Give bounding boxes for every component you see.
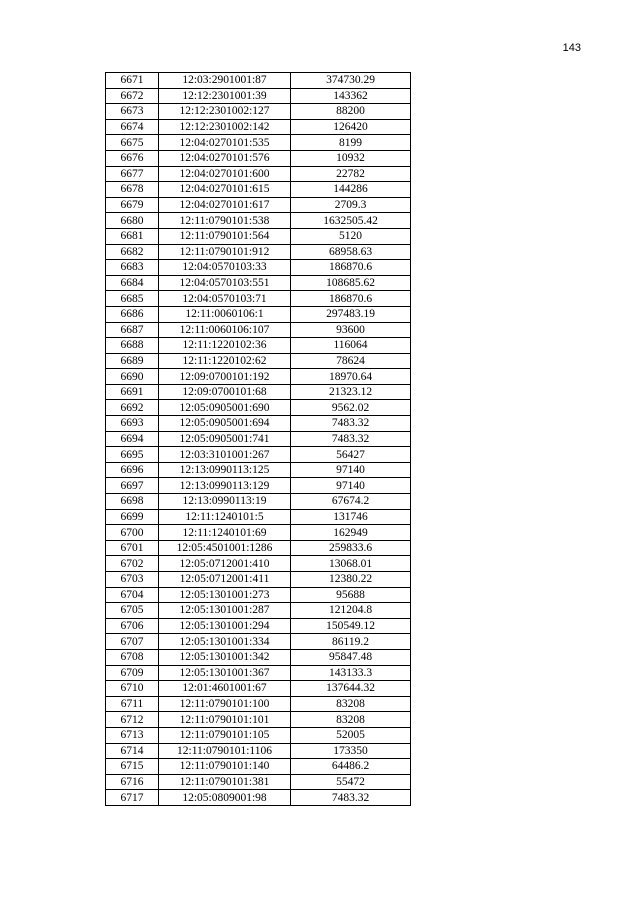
cadastral-number-cell: 12:05:1301001:334 — [159, 634, 291, 650]
row-index-cell: 6706 — [106, 618, 159, 634]
table-row — [106, 603, 411, 619]
cadastral-number-cell: 12:11:0790101:105 — [159, 727, 291, 743]
table-row — [106, 369, 411, 385]
value-cell: 13068.01 — [291, 556, 411, 572]
cadastral-number-cell: 12:11:0790101:1106 — [159, 743, 291, 759]
value-cell: 78624 — [291, 353, 411, 369]
table-row — [106, 400, 411, 416]
row-index-cell: 6717 — [106, 790, 159, 806]
cadastral-number-cell: 12:11:0790101:140 — [159, 759, 291, 775]
value-cell: 7483.32 — [291, 416, 411, 432]
cadastral-number-cell: 12:05:1301001:287 — [159, 603, 291, 619]
table-row — [106, 353, 411, 369]
value-cell: 108685.62 — [291, 275, 411, 291]
table-row — [106, 790, 411, 806]
value-cell: 7483.32 — [291, 790, 411, 806]
table-row — [106, 431, 411, 447]
row-index-cell: 6700 — [106, 525, 159, 541]
table-row — [106, 322, 411, 338]
value-cell: 52005 — [291, 727, 411, 743]
row-index-cell: 6687 — [106, 322, 159, 338]
cadastral-number-cell: 12:04:0270101:600 — [159, 166, 291, 182]
table-body — [106, 73, 411, 806]
row-index-cell: 6671 — [106, 73, 159, 89]
value-cell: 7483.32 — [291, 431, 411, 447]
page-number: 143 — [562, 42, 581, 54]
cadastral-number-cell: 12:05:0712001:411 — [159, 572, 291, 588]
table-row — [106, 104, 411, 120]
value-cell: 297483.19 — [291, 306, 411, 322]
table-row — [106, 338, 411, 354]
cadastral-number-cell: 12:04:0570103:551 — [159, 275, 291, 291]
value-cell: 162949 — [291, 525, 411, 541]
table-row — [106, 556, 411, 572]
cadastral-number-cell: 12:03:2901001:87 — [159, 73, 291, 89]
table-row — [106, 712, 411, 728]
table-row — [106, 228, 411, 244]
row-index-cell: 6701 — [106, 540, 159, 556]
value-cell: 10932 — [291, 150, 411, 166]
table-row — [106, 681, 411, 697]
value-cell: 68958.63 — [291, 244, 411, 260]
data-table — [105, 72, 411, 806]
cadastral-number-cell: 12:05:1301001:294 — [159, 618, 291, 634]
row-index-cell: 6679 — [106, 197, 159, 213]
cadastral-number-cell: 12:13:0990113:19 — [159, 494, 291, 510]
cadastral-number-cell: 12:01:4601001:67 — [159, 681, 291, 697]
row-index-cell: 6678 — [106, 182, 159, 198]
row-index-cell: 6689 — [106, 353, 159, 369]
value-cell: 150549.12 — [291, 618, 411, 634]
cadastral-number-cell: 12:13:0990113:129 — [159, 478, 291, 494]
cadastral-number-cell: 12:05:1301001:342 — [159, 649, 291, 665]
table-row — [106, 197, 411, 213]
row-index-cell: 6677 — [106, 166, 159, 182]
row-index-cell: 6686 — [106, 306, 159, 322]
value-cell: 186870.6 — [291, 291, 411, 307]
value-cell: 131746 — [291, 509, 411, 525]
table-row — [106, 572, 411, 588]
value-cell: 21323.12 — [291, 384, 411, 400]
row-index-cell: 6703 — [106, 572, 159, 588]
row-index-cell: 6681 — [106, 228, 159, 244]
value-cell: 18970.64 — [291, 369, 411, 385]
table-row — [106, 260, 411, 276]
cadastral-number-cell: 12:13:0990113:125 — [159, 462, 291, 478]
cadastral-number-cell: 12:12:2301002:127 — [159, 104, 291, 120]
value-cell: 1632505.42 — [291, 213, 411, 229]
cadastral-number-cell: 12:05:0905001:694 — [159, 416, 291, 432]
value-cell: 83208 — [291, 712, 411, 728]
row-index-cell: 6694 — [106, 431, 159, 447]
row-index-cell: 6711 — [106, 696, 159, 712]
value-cell: 95847.48 — [291, 649, 411, 665]
table-row — [106, 166, 411, 182]
table-row — [106, 462, 411, 478]
cadastral-number-cell: 12:04:0270101:535 — [159, 135, 291, 151]
value-cell: 173350 — [291, 743, 411, 759]
value-cell: 2709.3 — [291, 197, 411, 213]
value-cell: 97140 — [291, 462, 411, 478]
value-cell: 55472 — [291, 774, 411, 790]
cadastral-number-cell: 12:11:0790101:100 — [159, 696, 291, 712]
row-index-cell: 6683 — [106, 260, 159, 276]
row-index-cell: 6690 — [106, 369, 159, 385]
value-cell: 186870.6 — [291, 260, 411, 276]
table-row — [106, 509, 411, 525]
value-cell: 97140 — [291, 478, 411, 494]
cadastral-number-cell: 12:04:0270101:615 — [159, 182, 291, 198]
table-row — [106, 696, 411, 712]
cadastral-number-cell: 12:09:0700101:192 — [159, 369, 291, 385]
cadastral-number-cell: 12:05:0712001:410 — [159, 556, 291, 572]
table-row — [106, 244, 411, 260]
cadastral-number-cell: 12:05:1301001:367 — [159, 665, 291, 681]
table-row — [106, 587, 411, 603]
value-cell: 88200 — [291, 104, 411, 120]
cadastral-number-cell: 12:11:1220102:36 — [159, 338, 291, 354]
row-index-cell: 6714 — [106, 743, 159, 759]
row-index-cell: 6684 — [106, 275, 159, 291]
cadastral-number-cell: 12:11:0790101:538 — [159, 213, 291, 229]
row-index-cell: 6676 — [106, 150, 159, 166]
value-cell: 144286 — [291, 182, 411, 198]
cadastral-number-cell: 12:11:0790101:381 — [159, 774, 291, 790]
cadastral-number-cell: 12:04:0570103:71 — [159, 291, 291, 307]
row-index-cell: 6691 — [106, 384, 159, 400]
cadastral-number-cell: 12:04:0570103:33 — [159, 260, 291, 276]
cadastral-number-cell: 12:05:0905001:741 — [159, 431, 291, 447]
cadastral-number-cell: 12:03:3101001:267 — [159, 447, 291, 463]
row-index-cell: 6692 — [106, 400, 159, 416]
table-row — [106, 727, 411, 743]
table-row — [106, 540, 411, 556]
value-cell: 121204.8 — [291, 603, 411, 619]
row-index-cell: 6672 — [106, 88, 159, 104]
row-index-cell: 6699 — [106, 509, 159, 525]
value-cell: 126420 — [291, 119, 411, 135]
value-cell: 83208 — [291, 696, 411, 712]
row-index-cell: 6675 — [106, 135, 159, 151]
value-cell: 93600 — [291, 322, 411, 338]
value-cell: 116064 — [291, 338, 411, 354]
row-index-cell: 6698 — [106, 494, 159, 510]
cadastral-number-cell: 12:11:0790101:101 — [159, 712, 291, 728]
cadastral-number-cell: 12:09:0700101:68 — [159, 384, 291, 400]
row-index-cell: 6708 — [106, 649, 159, 665]
table-row — [106, 291, 411, 307]
row-index-cell: 6716 — [106, 774, 159, 790]
cadastral-number-cell: 12:04:0270101:576 — [159, 150, 291, 166]
table-row — [106, 306, 411, 322]
cadastral-number-cell: 12:11:0060106:1 — [159, 306, 291, 322]
cadastral-number-cell: 12:05:0905001:690 — [159, 400, 291, 416]
value-cell: 259833.6 — [291, 540, 411, 556]
row-index-cell: 6688 — [106, 338, 159, 354]
value-cell: 9562.02 — [291, 400, 411, 416]
value-cell: 8199 — [291, 135, 411, 151]
row-index-cell: 6695 — [106, 447, 159, 463]
value-cell: 22782 — [291, 166, 411, 182]
cadastral-number-cell: 12:12:2301002:142 — [159, 119, 291, 135]
table-row — [106, 743, 411, 759]
value-cell: 137644.32 — [291, 681, 411, 697]
row-index-cell: 6673 — [106, 104, 159, 120]
table-row — [106, 416, 411, 432]
table-row — [106, 73, 411, 89]
value-cell: 67674.2 — [291, 494, 411, 510]
row-index-cell: 6693 — [106, 416, 159, 432]
cadastral-number-cell: 12:04:0270101:617 — [159, 197, 291, 213]
value-cell: 5120 — [291, 228, 411, 244]
row-index-cell: 6704 — [106, 587, 159, 603]
cadastral-number-cell: 12:11:1240101:5 — [159, 509, 291, 525]
table-row — [106, 634, 411, 650]
table-row — [106, 182, 411, 198]
table-row — [106, 525, 411, 541]
value-cell: 143362 — [291, 88, 411, 104]
table-row — [106, 665, 411, 681]
cadastral-number-cell: 12:05:4501001:1286 — [159, 540, 291, 556]
table-row — [106, 88, 411, 104]
table-row — [106, 135, 411, 151]
cadastral-number-cell: 12:05:0809001:98 — [159, 790, 291, 806]
table-row — [106, 119, 411, 135]
table-row — [106, 618, 411, 634]
value-cell: 86119.2 — [291, 634, 411, 650]
cadastral-number-cell: 12:11:0790101:912 — [159, 244, 291, 260]
value-cell: 95688 — [291, 587, 411, 603]
row-index-cell: 6702 — [106, 556, 159, 572]
row-index-cell: 6712 — [106, 712, 159, 728]
row-index-cell: 6685 — [106, 291, 159, 307]
value-cell: 64486.2 — [291, 759, 411, 775]
cadastral-number-cell: 12:11:0060106:107 — [159, 322, 291, 338]
row-index-cell: 6713 — [106, 727, 159, 743]
row-index-cell: 6710 — [106, 681, 159, 697]
value-cell: 12380.22 — [291, 572, 411, 588]
row-index-cell: 6680 — [106, 213, 159, 229]
row-index-cell: 6715 — [106, 759, 159, 775]
table-row — [106, 447, 411, 463]
row-index-cell: 6697 — [106, 478, 159, 494]
table-row — [106, 150, 411, 166]
value-cell: 56427 — [291, 447, 411, 463]
row-index-cell: 6707 — [106, 634, 159, 650]
table-row — [106, 774, 411, 790]
value-cell: 143133.3 — [291, 665, 411, 681]
table-row — [106, 649, 411, 665]
table-row — [106, 759, 411, 775]
value-cell: 374730.29 — [291, 73, 411, 89]
cadastral-number-cell: 12:05:1301001:273 — [159, 587, 291, 603]
cadastral-number-cell: 12:11:1240101:69 — [159, 525, 291, 541]
row-index-cell: 6682 — [106, 244, 159, 260]
row-index-cell: 6674 — [106, 119, 159, 135]
row-index-cell: 6709 — [106, 665, 159, 681]
cadastral-number-cell: 12:11:0790101:564 — [159, 228, 291, 244]
table-row — [106, 478, 411, 494]
table-row — [106, 494, 411, 510]
row-index-cell: 6705 — [106, 603, 159, 619]
cadastral-number-cell: 12:11:1220102:62 — [159, 353, 291, 369]
table-row — [106, 384, 411, 400]
row-index-cell: 6696 — [106, 462, 159, 478]
table-row — [106, 275, 411, 291]
cadastral-number-cell: 12:12:2301001:39 — [159, 88, 291, 104]
table-row — [106, 213, 411, 229]
